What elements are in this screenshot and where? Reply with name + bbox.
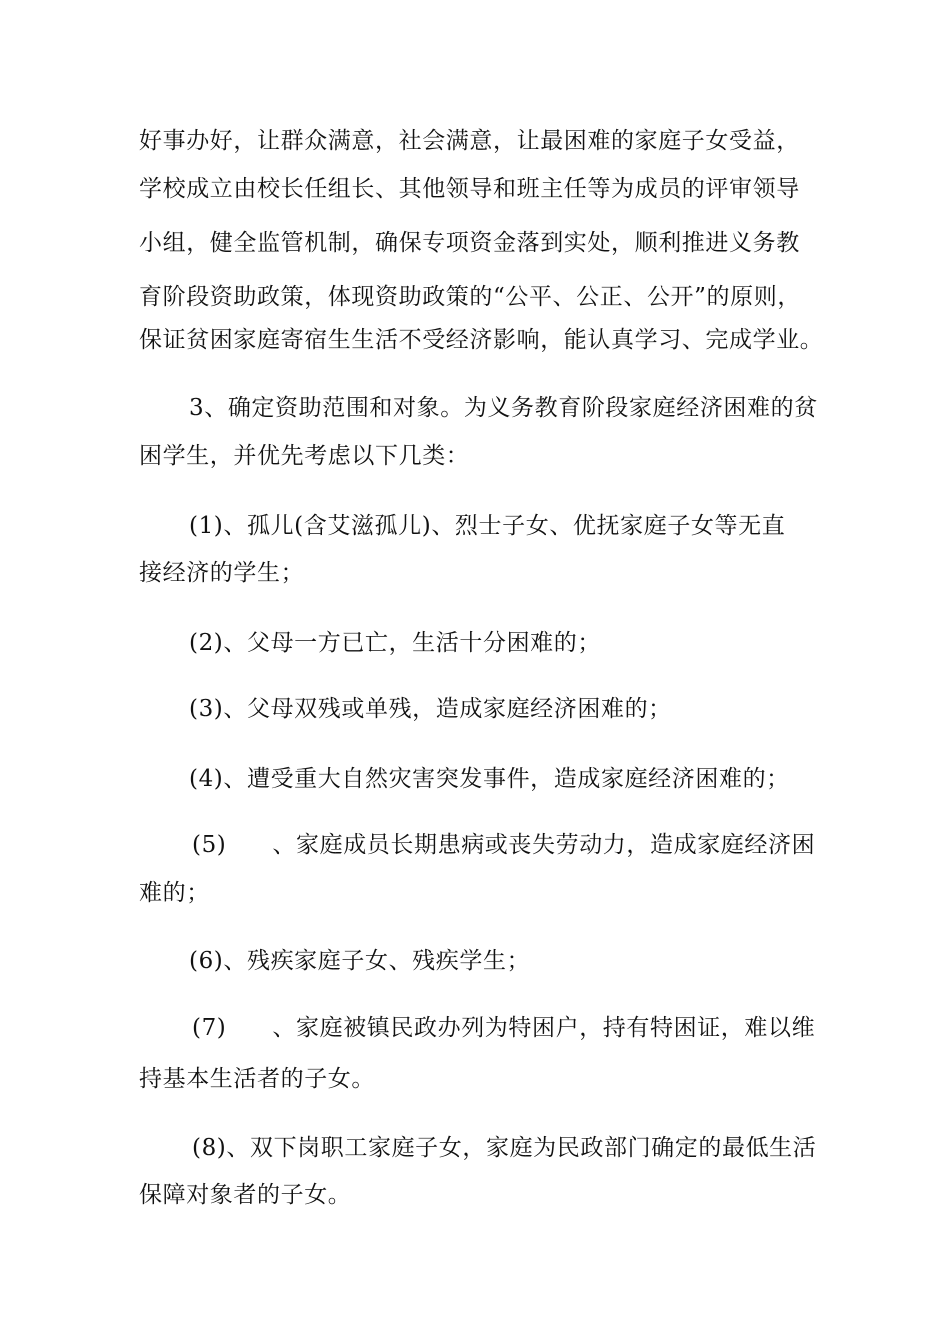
list-item-line: (8)、双下岗职工家庭子女，家庭为民政部门确定的最低生活 <box>192 1135 817 1161</box>
list-item-line: (6)、残疾家庭子女、残疾学生； <box>189 948 531 974</box>
paragraph-line: 好事办好，让群众满意，社会满意，让最困难的家庭子女受益， <box>139 128 800 154</box>
paragraph-line: 小组，健全监管机制，确保专项资金落到实处，顺利推进义务教 <box>139 230 800 256</box>
list-item-line: (3)、父母双残或单残，造成家庭经济困难的； <box>189 696 672 722</box>
list-item-text: 、家庭成员长期患病或丧失劳动力，造成家庭经济困 <box>272 832 816 858</box>
list-item-line: (4)、遭受重大自然灾害突发事件，造成家庭经济困难的； <box>189 766 790 792</box>
list-item-line <box>192 830 815 860</box>
list-item-number: (7) <box>192 1015 227 1041</box>
paragraph-line: 学校成立由校长任组长、其他领导和班主任等为成员的评审领导 <box>139 176 800 202</box>
list-item-line: 保障对象者的子女。 <box>139 1182 352 1208</box>
paragraph-line: 困学生，并优先考虑以下几类： <box>139 443 470 469</box>
list-item-line: 难的； <box>139 880 210 906</box>
list-item-number: (5) <box>192 832 227 858</box>
list-item-text: 、家庭被镇民政办列为特困户，持有特困证，难以维 <box>272 1015 816 1041</box>
paragraph-line: 育阶段资助政策，体现资助政策的“公平、公正、公开”的原则， <box>139 284 801 310</box>
paragraph-line: 保证贫困家庭寄宿生生活不受经济影响，能认真学习、完成学业。 <box>139 327 824 353</box>
list-item-line: (2)、父母一方已亡，生活十分困难的； <box>189 630 601 656</box>
list-item-line: 持基本生活者的子女。 <box>139 1066 375 1092</box>
list-item-line <box>192 1013 815 1043</box>
list-item-line: (1)、孤儿(含艾滋孤儿)、烈士子女、优抚家庭子女等无直 <box>189 513 786 539</box>
list-item-line: 接经济的学生； <box>139 560 305 586</box>
paragraph-line: 3、确定资助范围和对象。为义务教育阶段家庭经济困难的贫 <box>189 395 818 421</box>
